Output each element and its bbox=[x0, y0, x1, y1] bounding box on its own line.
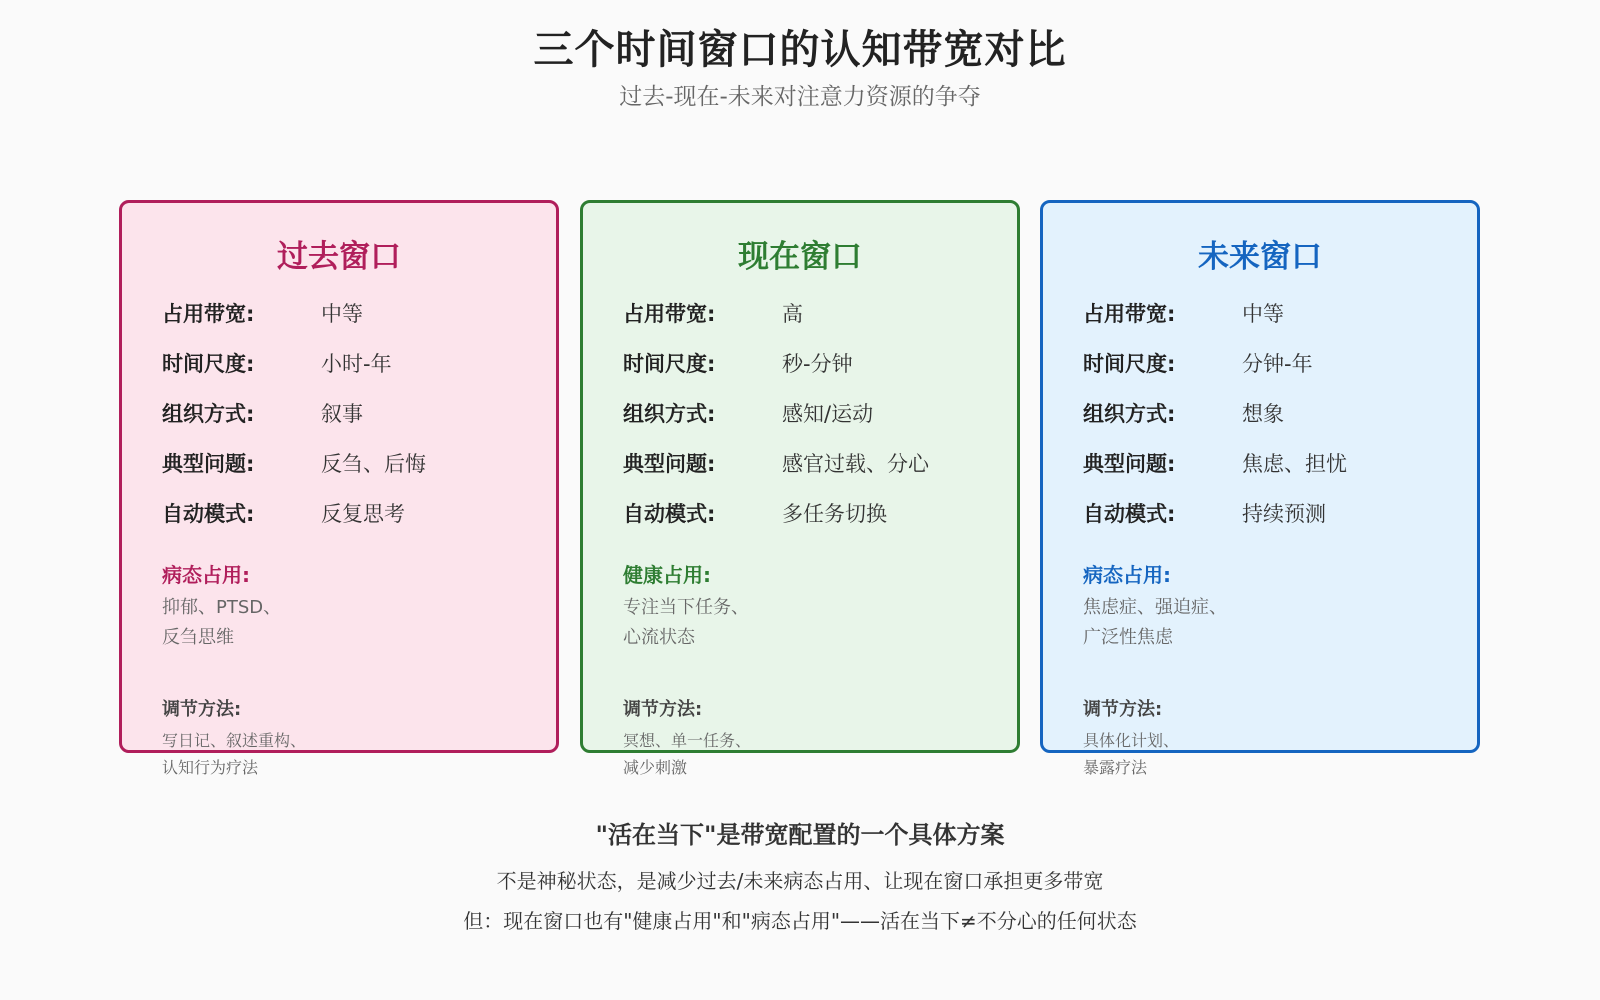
regulation-label: 调节方法: bbox=[623, 699, 703, 720]
row-key: 典型问题: bbox=[623, 452, 716, 476]
card-future bbox=[1040, 200, 1480, 777]
conclusion-title: "活在当下"是带宽配置的一个具体方案 bbox=[595, 821, 1005, 849]
regulation-text bbox=[1083, 727, 1179, 781]
page-title: 三个时间窗口的认知带宽对比 bbox=[533, 27, 1067, 73]
section-line: 反刍思维 bbox=[162, 627, 234, 648]
row-value: 反刍、后悔 bbox=[321, 452, 426, 476]
card-present bbox=[580, 200, 1020, 777]
card-title: 过去窗口 bbox=[277, 239, 401, 275]
row-value: 中等 bbox=[321, 302, 363, 326]
page-subtitle: 过去-现在-未来对注意力资源的争夺 bbox=[619, 84, 981, 110]
section-line: 广泛性焦虑 bbox=[1083, 627, 1173, 648]
row-value: 感官过载、分心 bbox=[782, 452, 929, 476]
row-value: 小时-年 bbox=[321, 352, 392, 376]
section-text bbox=[623, 593, 749, 653]
row-key: 自动模式: bbox=[1083, 502, 1176, 526]
row-key: 时间尺度: bbox=[623, 352, 716, 376]
regulation-text bbox=[162, 727, 306, 781]
regulation-line: 写日记、叙述重构、 bbox=[162, 731, 307, 750]
row-value: 秒-分钟 bbox=[782, 352, 853, 376]
card-title: 现在窗口 bbox=[738, 239, 862, 275]
row-value: 中等 bbox=[1242, 302, 1284, 326]
row-value: 叙事 bbox=[321, 402, 363, 426]
row-key: 自动模式: bbox=[162, 502, 255, 526]
row-key: 占用带宽: bbox=[623, 302, 716, 326]
row-value: 感知/运动 bbox=[782, 402, 874, 426]
row-key: 时间尺度: bbox=[162, 352, 255, 376]
row-key: 占用带宽: bbox=[162, 302, 255, 326]
card-title: 未来窗口 bbox=[1198, 239, 1322, 275]
regulation-line: 认知行为疗法 bbox=[162, 758, 259, 777]
row-key: 典型问题: bbox=[162, 452, 255, 476]
row-value: 高 bbox=[782, 302, 803, 326]
conclusion-line: 不是神秘状态，是减少过去/未来病态占用、让现在窗口承担更多带宽 bbox=[496, 869, 1104, 893]
row-value: 想象 bbox=[1242, 402, 1284, 426]
row-key: 时间尺度: bbox=[1083, 352, 1176, 376]
card-past bbox=[119, 200, 559, 777]
section-line: 焦虑症、强迫症、 bbox=[1083, 597, 1227, 618]
regulation-line: 暴露疗法 bbox=[1083, 758, 1148, 777]
row-key: 组织方式: bbox=[162, 402, 255, 426]
row-value: 多任务切换 bbox=[782, 502, 887, 526]
row-value: 持续预测 bbox=[1242, 502, 1326, 526]
conclusion-line: 但：现在窗口也有"健康占用"和"病态占用"——活在当下≠不分心的任何状态 bbox=[463, 909, 1137, 933]
regulation-line: 具体化计划、 bbox=[1083, 731, 1180, 750]
regulation-text bbox=[623, 727, 751, 781]
section-line: 专注当下任务、 bbox=[623, 597, 749, 618]
section-label: 健康占用: bbox=[623, 563, 711, 587]
section-line: 抑郁、PTSD、 bbox=[162, 597, 282, 618]
row-key: 组织方式: bbox=[1083, 402, 1176, 426]
row-key: 典型问题: bbox=[1083, 452, 1176, 476]
section-line: 心流状态 bbox=[623, 627, 695, 648]
regulation-line: 减少刺激 bbox=[623, 758, 688, 777]
section-text bbox=[1083, 593, 1227, 653]
row-key: 占用带宽: bbox=[1083, 302, 1176, 326]
section-text bbox=[162, 593, 281, 653]
regulation-label: 调节方法: bbox=[1083, 699, 1163, 720]
row-key: 组织方式: bbox=[623, 402, 716, 426]
row-value: 焦虑、担忧 bbox=[1242, 452, 1347, 476]
regulation-label: 调节方法: bbox=[162, 699, 242, 720]
section-label: 病态占用: bbox=[162, 563, 250, 587]
regulation-line: 冥想、单一任务、 bbox=[623, 731, 752, 750]
section-label: 病态占用: bbox=[1083, 563, 1171, 587]
row-value: 分钟-年 bbox=[1242, 352, 1313, 376]
row-key: 自动模式: bbox=[623, 502, 716, 526]
row-value: 反复思考 bbox=[321, 502, 405, 526]
